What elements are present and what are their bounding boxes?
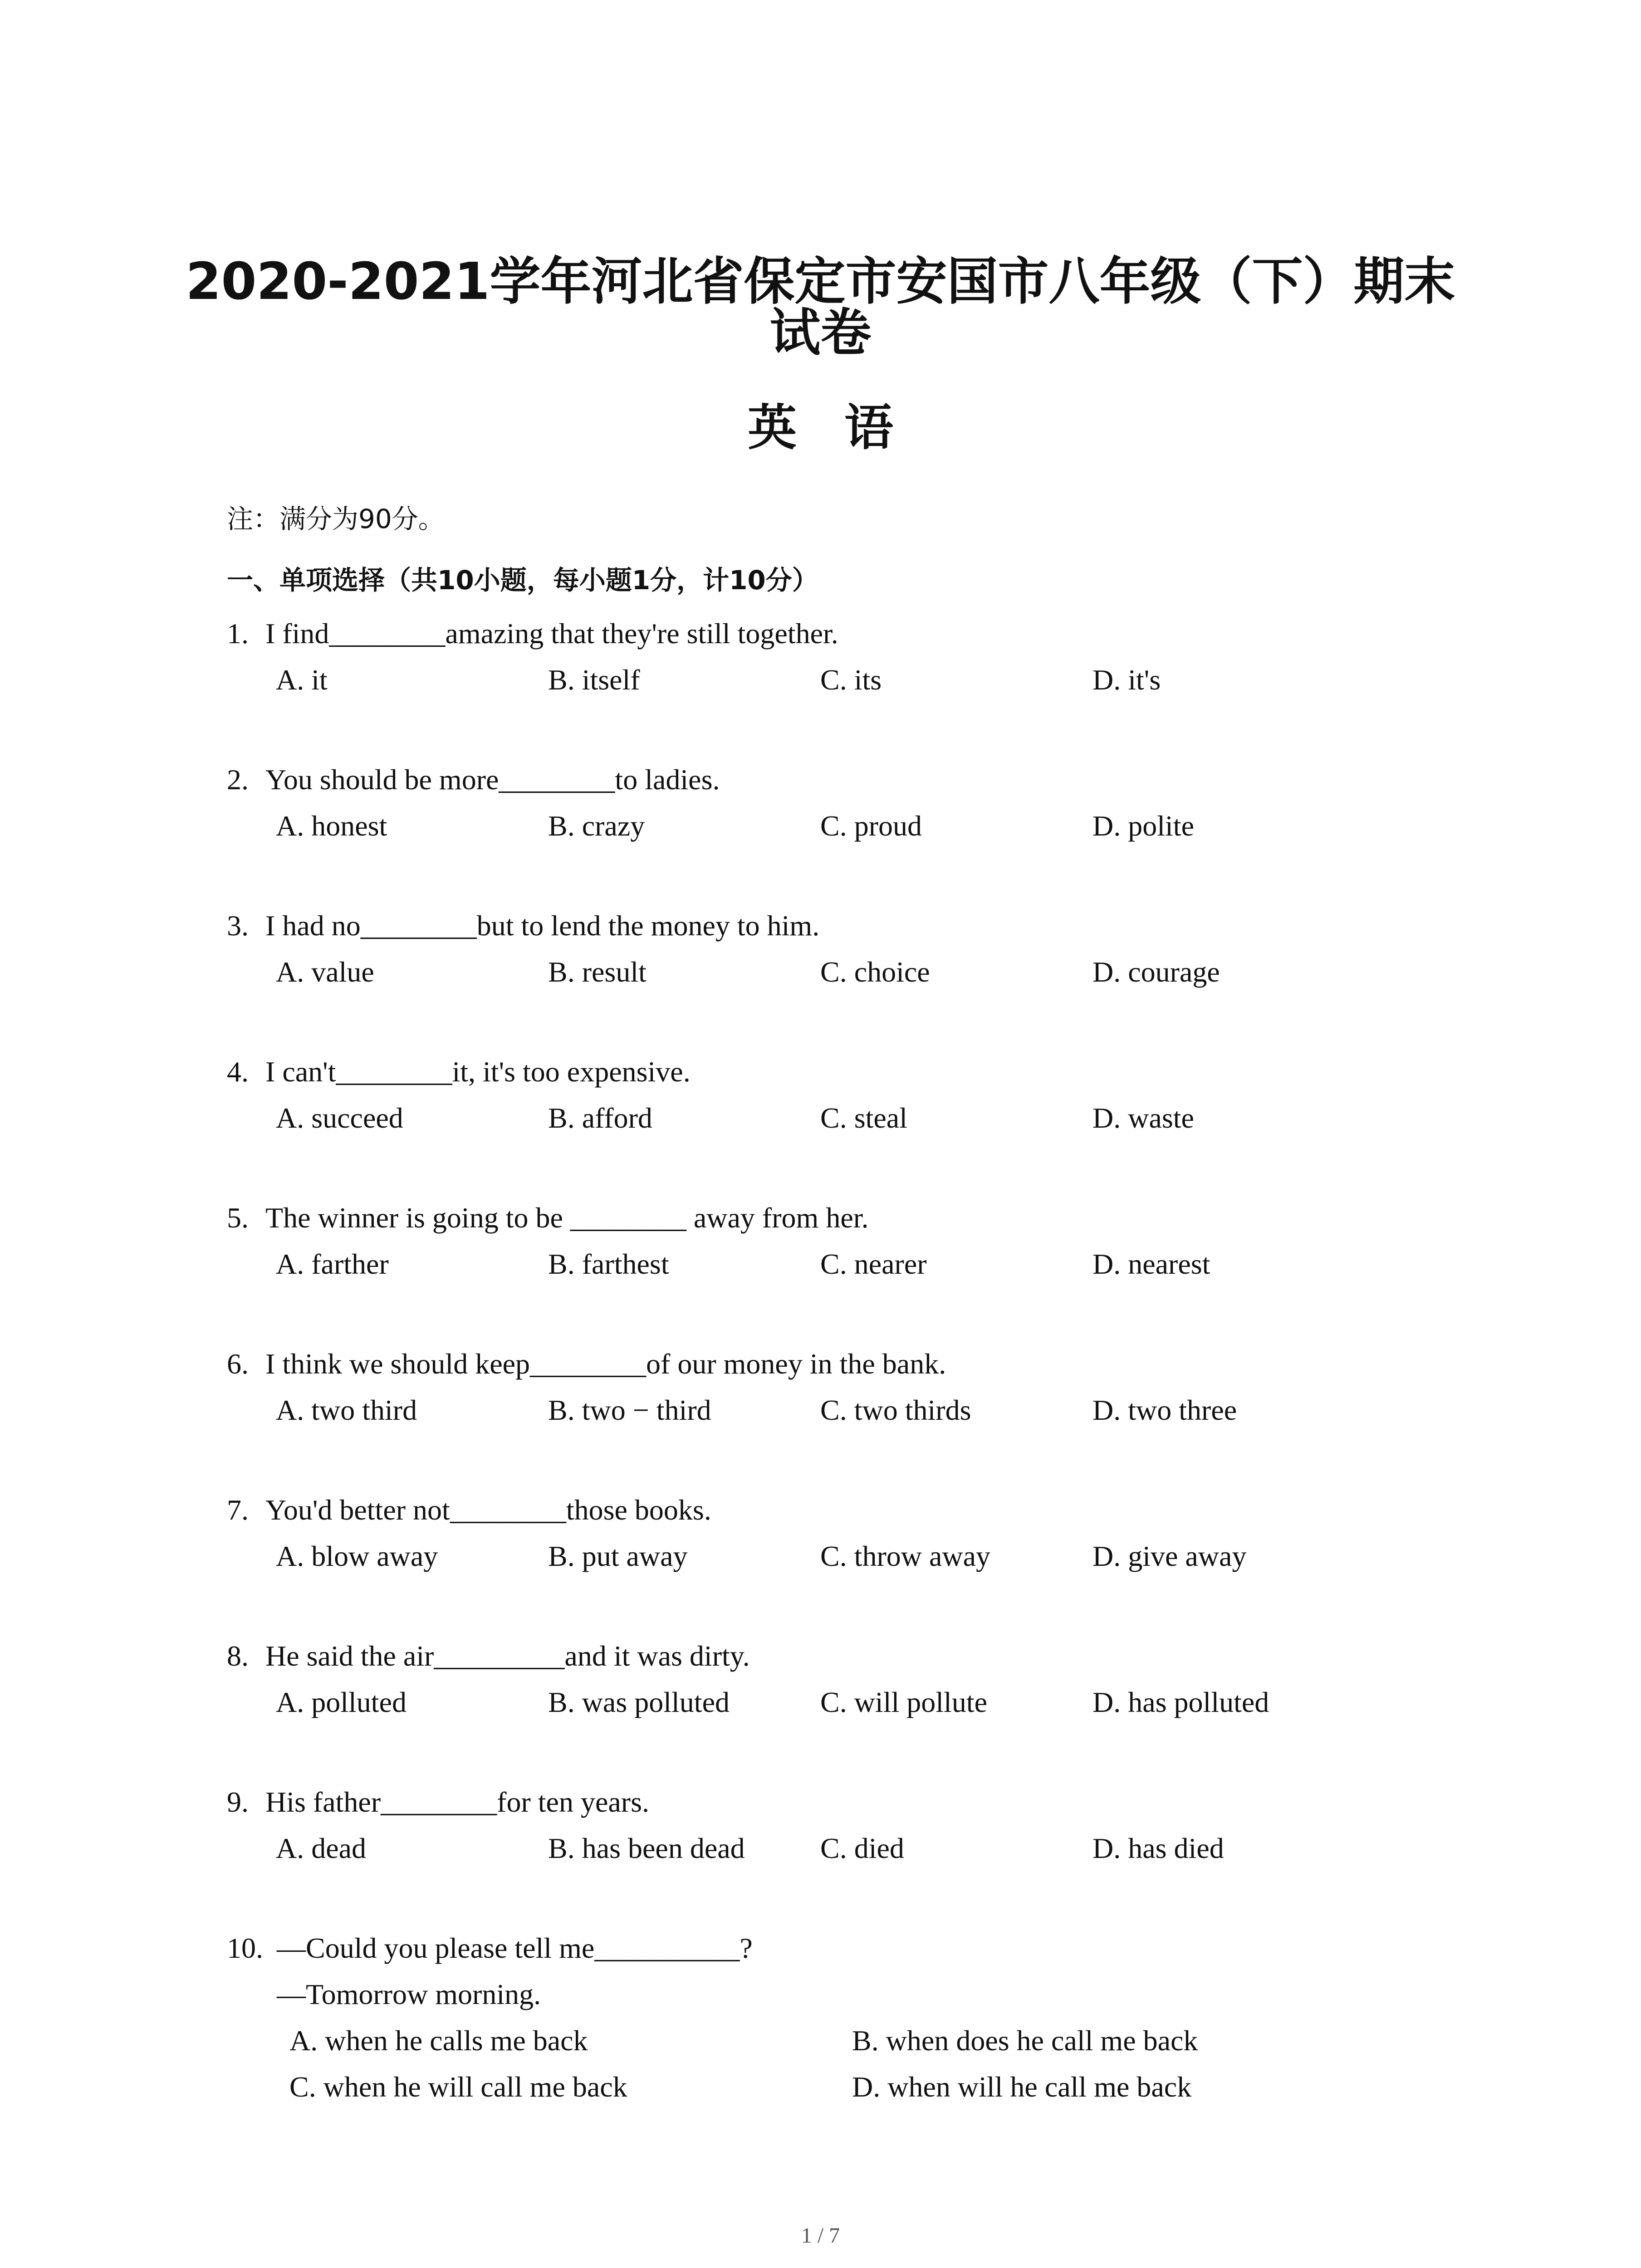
question-stem: I can't________it, it's too expensive.	[265, 1056, 691, 1088]
section-title: 一、单项选择（共10小题，每小题1分，计10分）	[227, 565, 818, 596]
option-d: D. has polluted	[1092, 1686, 1269, 1718]
option-d: D. it's	[1092, 664, 1161, 696]
option-a: A. two third	[276, 1394, 417, 1426]
question-stem: The winner is going to be ________ away from her.	[265, 1202, 869, 1234]
question-number: 3.	[227, 909, 249, 942]
option-a: A. honest	[276, 810, 387, 842]
option-a: A. succeed	[276, 1102, 403, 1134]
question-answer-line: —Tomorrow morning.	[277, 1978, 541, 2010]
option-b: B. was polluted	[548, 1686, 730, 1718]
question-stem: His father________for ten years.	[265, 1786, 649, 1818]
option-b: B. two − third	[548, 1394, 711, 1426]
question-number: 2.	[227, 763, 249, 796]
option-a: A. blow away	[276, 1540, 438, 1572]
option-d: D. courage	[1092, 956, 1220, 988]
exam-title-line1: 2020-2021学年河北省保定市安国市八年级（下）期末	[186, 252, 1455, 311]
option-c: C. two thirds	[820, 1394, 971, 1426]
option-a: A. polluted	[276, 1686, 407, 1718]
option-b: B. when does he call me back	[852, 2024, 1198, 2057]
question-stem: You'd better not________those books.	[265, 1494, 711, 1526]
option-b: B. afford	[548, 1102, 652, 1134]
question-stem: I had no________but to lend the money to him.	[265, 909, 820, 942]
option-d: D. give away	[1092, 1540, 1247, 1572]
option-d: D. when will he call me back	[852, 2071, 1192, 2103]
option-d: D. waste	[1092, 1102, 1194, 1134]
option-b: B. has been dead	[548, 1832, 745, 1864]
subject-heading: 英语	[747, 400, 941, 456]
question-number: 7.	[227, 1494, 249, 1526]
question-number: 9.	[227, 1786, 249, 1818]
option-a: A. when he calls me back	[289, 2024, 588, 2057]
option-c: C. choice	[820, 956, 930, 988]
question-number: 5.	[227, 1202, 249, 1234]
option-b: B. result	[548, 956, 647, 988]
option-c: C. throw away	[820, 1540, 991, 1572]
page-number: 1 / 7	[801, 2224, 840, 2248]
score-note: 注：满分为90分。	[227, 503, 445, 534]
option-c: C. proud	[820, 810, 922, 842]
option-a: A. farther	[276, 1248, 389, 1280]
question-number: 10.	[227, 1932, 263, 1964]
option-c: C. nearer	[820, 1248, 927, 1280]
question-stem: He said the air_________and it was dirty.	[265, 1640, 750, 1672]
option-d: D. nearest	[1092, 1248, 1210, 1280]
option-d: D. has died	[1092, 1832, 1224, 1864]
option-d: D. two three	[1092, 1394, 1237, 1426]
option-c: C. will pollute	[820, 1686, 987, 1718]
option-c: C. steal	[820, 1102, 907, 1134]
option-b: B. itself	[548, 664, 640, 696]
option-b: B. farthest	[548, 1248, 669, 1280]
option-c: C. when he will call me back	[289, 2071, 627, 2103]
option-a: A. value	[276, 956, 374, 988]
question-stem: I find________amazing that they're still together.	[265, 617, 838, 650]
option-a: A. it	[276, 664, 328, 696]
question-stem: —Could you please tell me__________?	[277, 1932, 753, 1964]
option-a: A. dead	[276, 1832, 367, 1864]
question-number: 6.	[227, 1348, 249, 1380]
option-d: D. polite	[1092, 810, 1194, 842]
option-c: C. its	[820, 664, 882, 696]
exam-title-line2: 试卷	[769, 303, 872, 362]
question-number: 1.	[227, 617, 249, 650]
option-b: B. put away	[548, 1540, 688, 1572]
question-stem: You should be more________to ladies.	[265, 763, 720, 796]
option-c: C. died	[820, 1832, 904, 1864]
question-number: 4.	[227, 1056, 249, 1088]
question-number: 8.	[227, 1640, 249, 1672]
option-b: B. crazy	[548, 810, 645, 842]
question-stem: I think we should keep________of our money in the bank.	[265, 1348, 946, 1380]
